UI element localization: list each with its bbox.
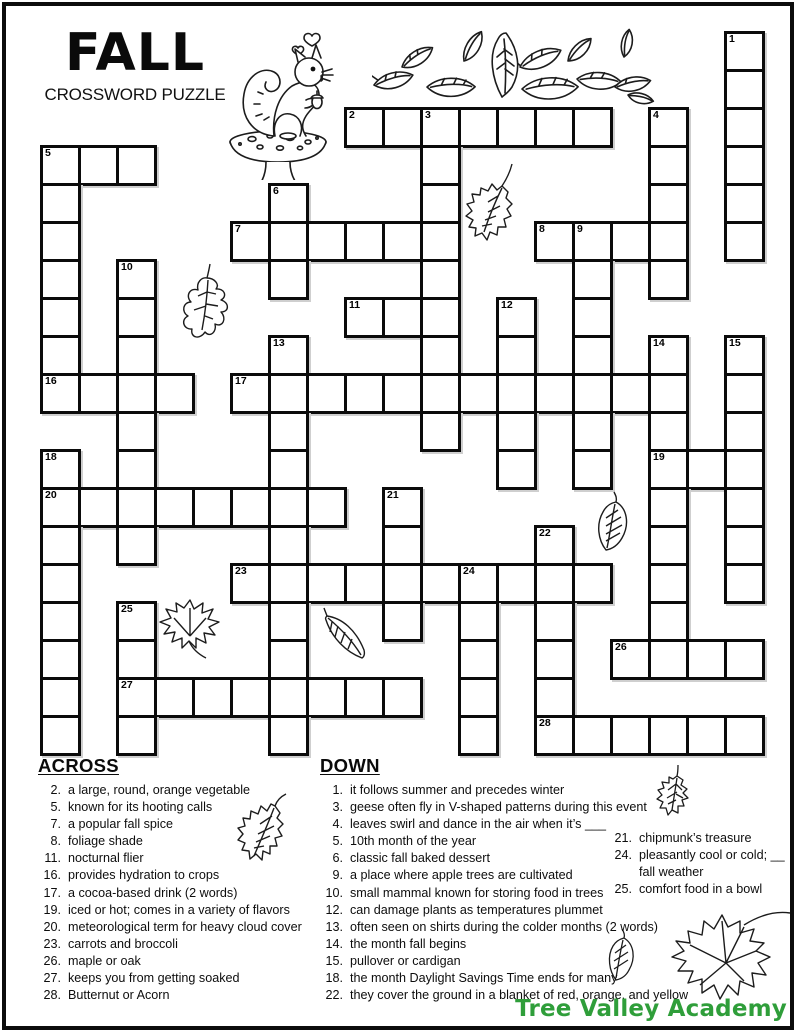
cell-number: 22 — [539, 527, 551, 539]
cell-number: 19 — [653, 451, 665, 463]
clue-item — [318, 799, 678, 816]
grid-cell — [610, 373, 651, 414]
grid-cell — [268, 601, 309, 642]
clue-text: leaves swirl and dance in the air when it’s ___ — [350, 817, 606, 832]
grid-cell — [40, 259, 81, 300]
oak-leaf-icon — [180, 262, 240, 354]
clue-text: it follows summer and precedes winter — [350, 783, 565, 797]
grid-cell — [572, 335, 613, 376]
clue-number: 1. — [332, 783, 343, 797]
cell-number: 20 — [45, 489, 57, 501]
grid-cell — [496, 335, 537, 376]
grid-cell — [382, 373, 423, 414]
clue-number: 3. — [332, 800, 343, 815]
grid-cell — [40, 677, 81, 718]
grid-cell — [382, 563, 423, 604]
clue-item — [36, 953, 336, 970]
cell-number: 17 — [235, 375, 247, 387]
grid-cell — [40, 335, 81, 376]
clue-number: 15. — [325, 953, 343, 968]
clue-number: 4. — [332, 817, 343, 832]
clue-text: iced or hot; comes in a variety of flavors — [68, 902, 290, 917]
grid-cell — [458, 715, 499, 756]
grid-cell — [534, 677, 575, 718]
cell-number: 8 — [539, 223, 545, 235]
clue-text: a place where apple trees are cultivated — [350, 868, 573, 883]
grid-cell — [648, 639, 689, 680]
cell-number: 9 — [577, 223, 583, 235]
cell-number: 3 — [425, 109, 431, 121]
clue-text: geese often fly in V-shaped patterns during this event — [350, 800, 647, 815]
grid-cell — [78, 487, 119, 528]
grid-cell — [116, 373, 157, 414]
clue-text: keeps you from getting soaked — [68, 971, 240, 986]
clue-number: 7. — [50, 817, 61, 832]
cell-number: 4 — [653, 109, 659, 121]
site-credit: Tree Valley Academy — [515, 996, 787, 1022]
grid-cell — [268, 677, 309, 718]
grid-cell — [306, 221, 347, 262]
grid-cell — [534, 221, 575, 262]
grid-cell — [686, 715, 727, 756]
clue-text: maple or oak — [68, 953, 141, 968]
grid-cell — [724, 107, 765, 148]
clue-number: 13. — [325, 919, 343, 934]
clue-number: 2. — [50, 783, 61, 797]
cell-number: 18 — [45, 451, 57, 463]
grid-cell — [420, 297, 461, 338]
grid-cell — [40, 487, 81, 528]
clue-number: 14. — [325, 936, 343, 951]
clue-text: chipmunk’s treasure — [639, 831, 752, 845]
grid-cell — [344, 563, 385, 604]
across-clues-section — [36, 755, 336, 1004]
grid-cell — [40, 563, 81, 604]
grid-cell — [458, 563, 499, 604]
squirrel-on-mushroom-illustration — [222, 20, 334, 180]
clue-item — [318, 919, 678, 936]
cell-number: 1 — [729, 33, 735, 45]
grid-cell — [496, 449, 537, 490]
grid-cell — [458, 601, 499, 642]
clue-number: 21. — [614, 831, 632, 845]
clue-item — [36, 867, 336, 884]
clue-text: 10th month of the year — [350, 834, 477, 849]
grid-cell — [192, 487, 233, 528]
grid-cell — [268, 487, 309, 528]
clue-text: carrots and broccoli — [68, 936, 178, 951]
grid-cell — [268, 563, 309, 604]
grid-cell — [648, 145, 689, 186]
clue-number: 19. — [43, 902, 61, 917]
page-title: FALL — [64, 23, 206, 83]
clue-number: 20. — [43, 919, 61, 934]
grid-cell — [610, 639, 651, 680]
grid-cell — [724, 335, 765, 376]
grid-cell — [78, 145, 119, 186]
grid-cell — [572, 411, 613, 452]
down-heading: DOWN — [320, 755, 380, 776]
clue-item — [604, 830, 796, 847]
grid-cell — [724, 373, 765, 414]
grid-cell — [648, 183, 689, 224]
clue-number: 6. — [332, 851, 343, 866]
clue-number: 17. — [43, 885, 61, 900]
clue-number: 28. — [43, 988, 61, 1003]
grid-cell — [686, 639, 727, 680]
grid-cell — [572, 297, 613, 338]
grid-cell — [458, 107, 499, 148]
clue-item — [36, 782, 336, 799]
grid-cell — [344, 221, 385, 262]
grid-cell — [534, 715, 575, 756]
grid-cell — [648, 525, 689, 566]
grid-cell — [648, 335, 689, 376]
clue-item — [318, 936, 678, 953]
clue-item — [36, 902, 336, 919]
grid-cell — [458, 373, 499, 414]
grid-cell — [306, 563, 347, 604]
cell-number: 16 — [45, 375, 57, 387]
grid-cell — [572, 373, 613, 414]
birch-leaf-icon — [452, 162, 534, 262]
grid-cell — [382, 487, 423, 528]
grid-cell — [116, 259, 157, 300]
grid-cell — [268, 335, 309, 376]
grid-cell — [268, 259, 309, 300]
grid-cell — [496, 297, 537, 338]
clue-number: 24. — [614, 848, 632, 863]
clue-item — [318, 953, 678, 970]
grid-cell — [116, 145, 157, 186]
clue-item — [36, 970, 336, 987]
clue-text: a large, round, orange vegetable — [68, 783, 251, 797]
grid-cell — [420, 563, 461, 604]
grid-cell — [648, 107, 689, 148]
clue-text: the month Daylight Savings Time ends for many — [350, 971, 618, 986]
clue-text: meteorological term for heavy cloud cover — [68, 919, 302, 934]
clue-text: foliage shade — [68, 834, 143, 849]
grid-cell — [572, 221, 613, 262]
cell-number: 11 — [349, 299, 361, 311]
grid-cell — [724, 411, 765, 452]
grid-cell — [572, 715, 613, 756]
grid-cell — [648, 449, 689, 490]
grid-cell — [344, 297, 385, 338]
grid-cell — [116, 525, 157, 566]
clue-text: provides hydration to crops — [68, 868, 220, 883]
grid-cell — [268, 373, 309, 414]
grid-cell — [724, 639, 765, 680]
grid-cell — [534, 601, 575, 642]
clue-text: classic fall baked dessert — [350, 851, 490, 866]
grid-cell — [496, 107, 537, 148]
clue-text: known for its hooting calls — [68, 800, 213, 815]
grid-cell — [382, 677, 423, 718]
clue-item — [36, 987, 336, 1004]
grid-cell — [534, 525, 575, 566]
grid-cell — [116, 449, 157, 490]
grid-cell — [534, 563, 575, 604]
clue-item — [36, 885, 336, 902]
clue-number: 8. — [50, 834, 61, 849]
grid-cell — [40, 183, 81, 224]
grid-cell — [420, 107, 461, 148]
clue-number: 9. — [332, 868, 343, 883]
cell-number: 23 — [235, 565, 247, 577]
clue-item — [36, 936, 336, 953]
grid-cell — [230, 373, 271, 414]
cell-number: 12 — [501, 299, 513, 311]
grid-cell — [496, 563, 537, 604]
cell-number: 5 — [45, 147, 51, 159]
grid-cell — [686, 449, 727, 490]
grid-cell — [572, 107, 613, 148]
cell-number: 24 — [463, 565, 475, 577]
cell-number: 14 — [653, 337, 665, 349]
grid-cell — [268, 525, 309, 566]
clue-text: a cocoa-based drink (2 words) — [68, 885, 238, 900]
clue-item — [36, 816, 336, 833]
page-subtitle: CROSSWORD PUZZLE — [44, 84, 226, 104]
clue-text: a popular fall spice — [68, 817, 174, 832]
clue-text: can damage plants as temperatures plummet — [350, 902, 603, 917]
grid-cell — [496, 411, 537, 452]
grid-cell — [116, 639, 157, 680]
grid-cell — [724, 221, 765, 262]
grid-cell — [268, 715, 309, 756]
grid-cell — [230, 221, 271, 262]
grid-cell — [306, 677, 347, 718]
clue-number: 22. — [325, 988, 343, 1003]
clue-text: nocturnal flier — [68, 851, 144, 866]
grid-cell — [648, 601, 689, 642]
grid-cell — [420, 335, 461, 376]
grid-cell — [116, 677, 157, 718]
cell-number: 15 — [729, 337, 741, 349]
clue-number: 5. — [332, 834, 343, 849]
grid-cell — [268, 221, 309, 262]
grid-cell — [116, 411, 157, 452]
grid-cell — [40, 373, 81, 414]
grid-cell — [154, 487, 195, 528]
grid-cell — [610, 715, 651, 756]
cell-number: 25 — [121, 603, 133, 615]
slender-leaf-icon — [318, 606, 370, 662]
grid-cell — [382, 107, 423, 148]
grid-cell — [648, 563, 689, 604]
grid-cell — [268, 639, 309, 680]
clue-text: comfort food in a bowl — [639, 882, 763, 897]
clue-text: small mammal known for storing food in trees — [350, 885, 604, 900]
grid-cell — [420, 373, 461, 414]
grid-cell — [648, 411, 689, 452]
grid-cell — [116, 335, 157, 376]
clue-item — [36, 799, 336, 816]
grid-cell — [648, 715, 689, 756]
grid-cell — [724, 145, 765, 186]
grid-cell — [382, 221, 423, 262]
grid-cell — [268, 449, 309, 490]
cell-number: 2 — [349, 109, 355, 121]
clue-item — [36, 833, 336, 850]
clue-text: Butternut or Acorn — [68, 988, 170, 1003]
grid-cell — [648, 221, 689, 262]
grid-cell — [572, 449, 613, 490]
clue-text: the month fall begins — [350, 936, 467, 951]
clue-number: 26. — [43, 953, 61, 968]
grid-cell — [724, 31, 765, 72]
grid-cell — [458, 639, 499, 680]
grid-cell — [534, 639, 575, 680]
grid-cell — [268, 183, 309, 224]
grid-cell — [268, 411, 309, 452]
clue-number: 11. — [44, 851, 61, 866]
cell-number: 26 — [615, 641, 627, 653]
grid-cell — [724, 563, 765, 604]
cell-number: 6 — [273, 185, 279, 197]
grid-cell — [78, 373, 119, 414]
header — [35, 23, 235, 105]
grid-cell — [572, 259, 613, 300]
clue-item — [318, 782, 678, 799]
grid-cell — [192, 677, 233, 718]
grid-cell — [648, 373, 689, 414]
grid-cell — [420, 411, 461, 452]
grid-cell — [40, 639, 81, 680]
clue-number: 16. — [43, 868, 61, 883]
grid-cell — [306, 373, 347, 414]
grid-cell — [40, 145, 81, 186]
grid-cell — [724, 487, 765, 528]
grid-cell — [116, 601, 157, 642]
grid-cell — [40, 449, 81, 490]
maple-leaf-icon — [156, 596, 230, 666]
cell-number: 7 — [235, 223, 241, 235]
grid-cell — [230, 677, 271, 718]
clue-item — [36, 850, 336, 867]
grid-cell — [610, 221, 651, 262]
grid-cell — [344, 107, 385, 148]
cell-number: 28 — [539, 717, 551, 729]
grid-cell — [344, 677, 385, 718]
grid-cell — [534, 107, 575, 148]
grid-cell — [724, 449, 765, 490]
clue-number: 27. — [43, 971, 61, 986]
grid-cell — [40, 221, 81, 262]
grid-cell — [724, 715, 765, 756]
cell-number: 13 — [273, 337, 285, 349]
grid-cell — [724, 69, 765, 110]
grid-cell — [40, 297, 81, 338]
grid-cell — [40, 525, 81, 566]
clue-text: pullover or cardigan — [350, 953, 461, 968]
grid-cell — [154, 373, 195, 414]
clue-number: 23. — [43, 936, 61, 951]
clue-item — [318, 970, 678, 987]
grid-cell — [458, 677, 499, 718]
clue-number: 25. — [614, 882, 632, 897]
grid-cell — [116, 487, 157, 528]
down-clues-extra-column — [604, 830, 796, 898]
grid-cell — [306, 487, 347, 528]
cell-number: 10 — [121, 261, 133, 273]
grid-cell — [382, 297, 423, 338]
grid-cell — [230, 487, 271, 528]
grid-cell — [724, 525, 765, 566]
grid-cell — [724, 183, 765, 224]
clue-text: they cover the ground in a blanket of red, orange, and yellow — [350, 988, 689, 1003]
clue-number: 12. — [325, 902, 343, 917]
grid-cell — [572, 563, 613, 604]
grid-cell — [382, 601, 423, 642]
grid-cell — [648, 487, 689, 528]
across-clue-list — [36, 782, 336, 1004]
clue-number: 10. — [325, 885, 343, 900]
grid-cell — [496, 373, 537, 414]
clue-text: often seen on shirts during the colder months (2 words) — [350, 919, 659, 934]
clue-item — [604, 847, 796, 881]
cell-number: 27 — [121, 679, 133, 691]
leaf-pile-illustration — [372, 27, 658, 107]
across-heading: ACROSS — [38, 755, 119, 776]
clue-item — [604, 881, 796, 898]
grid-cell — [382, 525, 423, 566]
clue-number: 5. — [50, 800, 61, 815]
grid-cell — [230, 563, 271, 604]
grid-cell — [648, 259, 689, 300]
cell-number: 21 — [387, 489, 399, 501]
grid-cell — [534, 373, 575, 414]
grid-cell — [344, 373, 385, 414]
grid-cell — [116, 715, 157, 756]
grid-cell — [40, 601, 81, 642]
grid-cell — [420, 259, 461, 300]
small-leaf-icon — [584, 490, 634, 554]
grid-cell — [154, 677, 195, 718]
clue-item — [318, 902, 678, 919]
grid-cell — [116, 297, 157, 338]
clue-text: pleasantly cool or cold; __ fall weather — [639, 848, 785, 880]
clue-number: 18. — [325, 971, 343, 986]
clue-item — [36, 919, 336, 936]
grid-cell — [40, 715, 81, 756]
